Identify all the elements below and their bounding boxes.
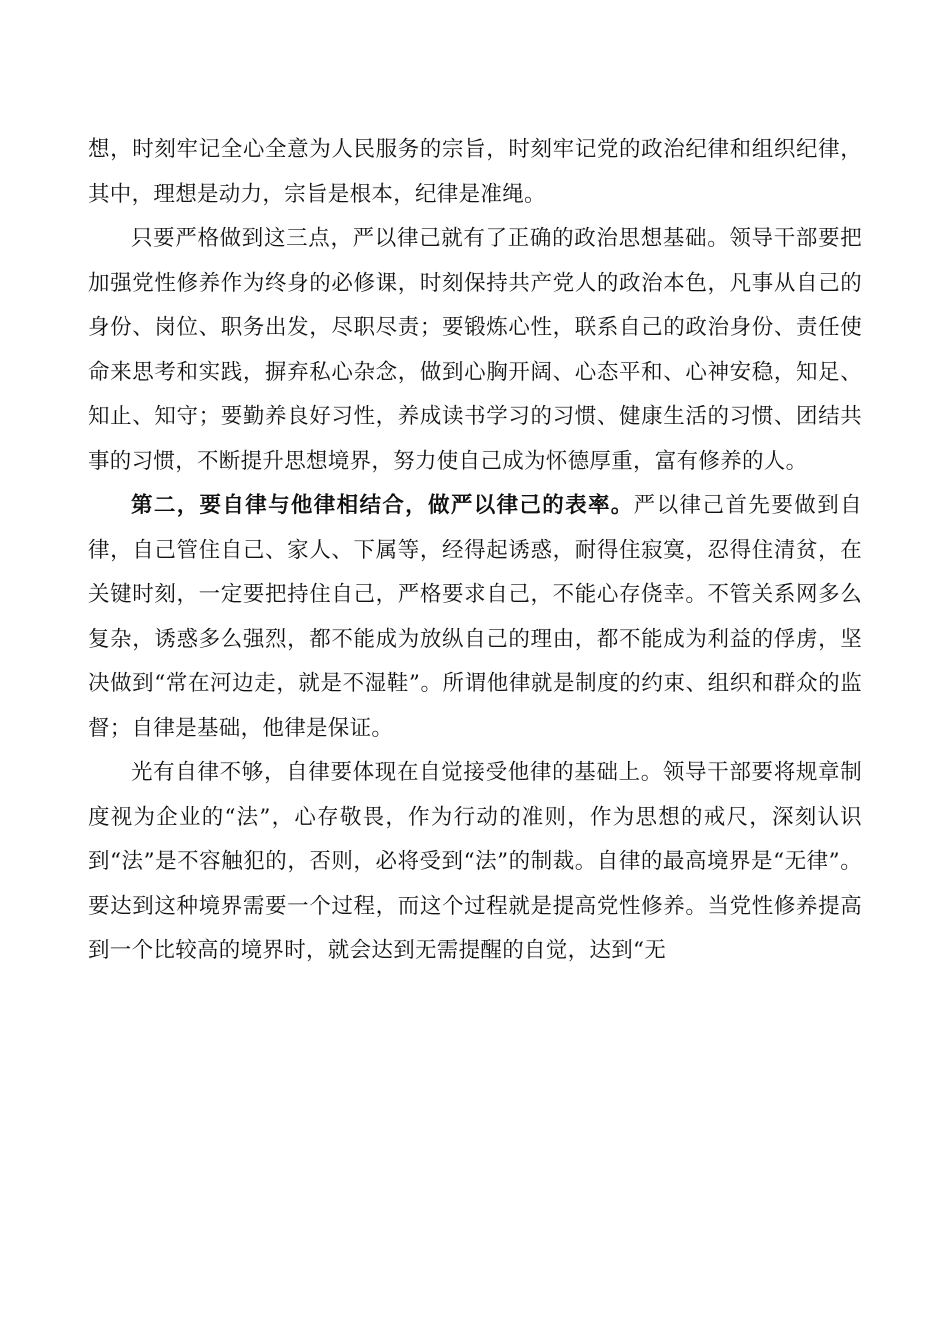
paragraph-lead-heading: 第二，要自律与他律相结合，做严以律己的表率。 xyxy=(131,493,634,518)
document-body xyxy=(88,128,862,974)
paragraph-text: 光有自律不够，自律要体现在自觉接受他律的基础上。领导干部要将规章制度视为企业的“法”，心存敬畏，作为行动的准则，作为思想的戒尺，深刻认识到“法”是不容触犯的，否则，必将受到“法”的制裁。自律的最高境界是“无律”。要达到这种境界需要一个过程，而这个过程就是提高党性修养。当党性修养提高到一个比较高的境界时，就会达到无需提醒的自觉，达到“无 xyxy=(88,760,862,963)
paragraph-self-discipline-basis xyxy=(88,217,862,484)
paragraph-external-discipline xyxy=(88,751,862,974)
paragraph-text: 严以律己首先要做到自律，自己管住自己、家人、下属等，经得起诱惑，耐得住寂寞，忍得住清贫，在关键时刻，一定要把持住自己，严格要求自己，不能心存侥幸。不管关系网多么复杂，诱惑多么强烈，都不能成为放纵自己的理由，都不能成为利益的俘虏，坚决做到“常在河边走，就是不湿鞋”。所谓他律就是制度的约束、组织和群众的监督；自律是基础，他律是保证。 xyxy=(88,493,862,741)
paragraph-second-point xyxy=(88,484,862,751)
paragraph-text: 只要严格做到这三点，严以律己就有了正确的政治思想基础。领导干部要把加强党性修养作为终身的必修课，时刻保持共产党人的政治本色，凡事从自己的身份、岗位、职务出发，尽职尽责；要锻炼心性，联系自己的政治身份、责任使命来思考和实践，摒弃私心杂念，做到心胸开阔、心态平和、心神安稳，知足、知止、知守；要勤养良好习性，养成读书学习的习惯、健康生活的习惯、团结共事的习惯，不断提升思想境界，努力使自己成为怀德厚重，富有修养的人。 xyxy=(88,226,862,474)
paragraph-text: 想，时刻牢记全心全意为人民服务的宗旨，时刻牢记党的政治纪律和组织纪律，其中，理想是动力，宗旨是根本，纪律是准绳。 xyxy=(88,137,862,207)
paragraph-continuation xyxy=(88,128,862,217)
